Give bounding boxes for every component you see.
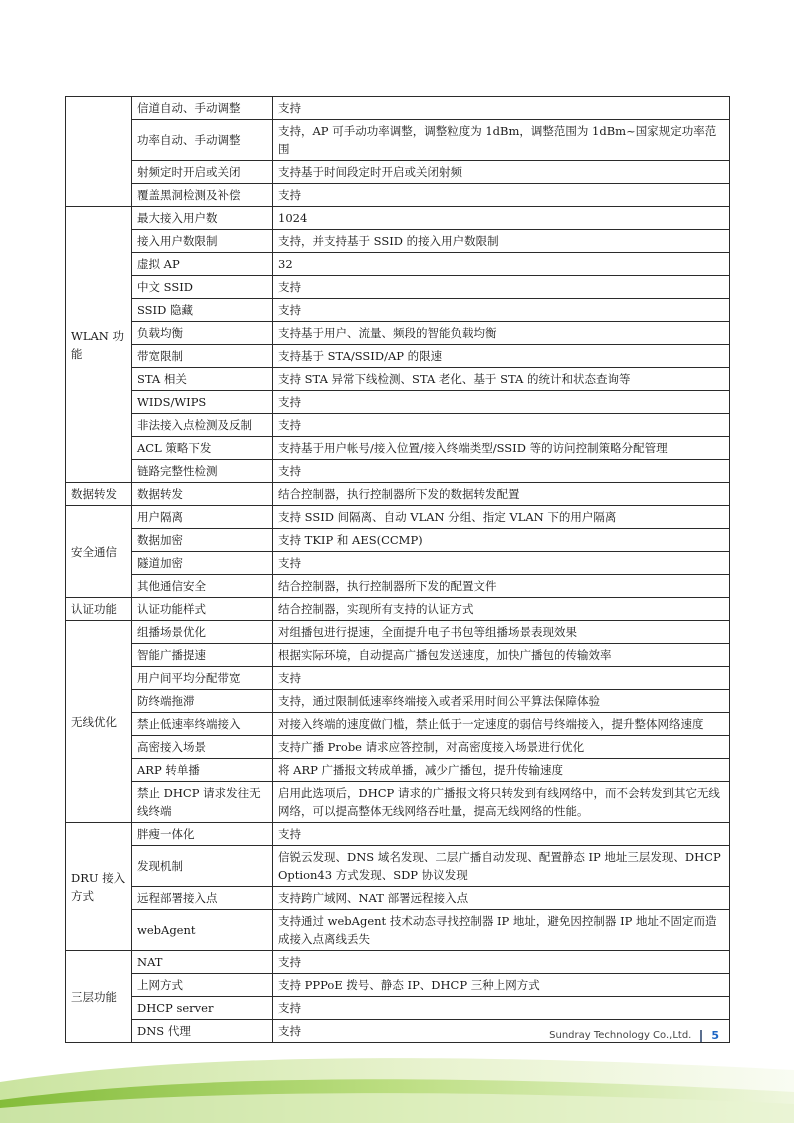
table-row <box>66 391 730 414</box>
feature-cell: ARP 转单播 <box>132 759 273 782</box>
feature-cell: 其他通信安全 <box>132 575 273 598</box>
feature-cell: 禁止 DHCP 请求发往无线终端 <box>132 782 273 823</box>
feature-cell: STA 相关 <box>132 368 273 391</box>
description-cell: 对接入终端的速度做门槛，禁止低于一定速度的弱信号终端接入，提升整体网络速度 <box>273 713 730 736</box>
category-cell: 数据转发 <box>66 483 132 506</box>
table-row <box>66 552 730 575</box>
feature-cell: 链路完整性检测 <box>132 460 273 483</box>
feature-cell: WIDS/WIPS <box>132 391 273 414</box>
table-row <box>66 997 730 1020</box>
description-cell: 支持基于用户、流量、频段的智能负载均衡 <box>273 322 730 345</box>
description-cell: 将 ARP 广播报文转成单播，减少广播包，提升传输速度 <box>273 759 730 782</box>
company-name: Sundray Technology Co.,Ltd. <box>549 1030 692 1041</box>
table-row <box>66 368 730 391</box>
description-cell: 支持 <box>273 97 730 120</box>
category-cell: 认证功能 <box>66 598 132 621</box>
feature-cell: 智能广播提速 <box>132 644 273 667</box>
spec-table-body <box>66 97 730 1043</box>
table-row <box>66 598 730 621</box>
table-row <box>66 910 730 951</box>
feature-cell: 覆盖黑洞检测及补偿 <box>132 184 273 207</box>
feature-cell: 远程部署接入点 <box>132 887 273 910</box>
feature-cell: SSID 隐藏 <box>132 299 273 322</box>
table-row <box>66 823 730 846</box>
description-cell: 支持 <box>273 299 730 322</box>
category-cell: 安全通信 <box>66 506 132 598</box>
table-row <box>66 846 730 887</box>
description-cell: 支持 <box>273 823 730 846</box>
description-cell: 支持 PPPoE 拨号、静态 IP、DHCP 三种上网方式 <box>273 974 730 997</box>
table-row <box>66 120 730 161</box>
category-cell: WLAN 功能 <box>66 207 132 483</box>
description-cell: 支持 <box>273 184 730 207</box>
feature-cell: 数据转发 <box>132 483 273 506</box>
feature-cell: 上网方式 <box>132 974 273 997</box>
table-row <box>66 437 730 460</box>
table-row <box>66 230 730 253</box>
description-cell: 支持 <box>273 951 730 974</box>
description-cell: 支持基于用户帐号/接入位置/接入终端类型/SSID 等的访问控制策略分配管理 <box>273 437 730 460</box>
description-cell: 对组播包进行提速，全面提升电子书包等组播场景表现效果 <box>273 621 730 644</box>
table-row <box>66 345 730 368</box>
decorative-green-wave <box>0 1048 794 1123</box>
feature-cell: 虚拟 AP <box>132 253 273 276</box>
feature-cell: 信道自动、手动调整 <box>132 97 273 120</box>
page-footer <box>549 1029 719 1042</box>
table-row <box>66 759 730 782</box>
table-row <box>66 207 730 230</box>
description-cell: 32 <box>273 253 730 276</box>
feature-cell: 用户隔离 <box>132 506 273 529</box>
description-cell: 信锐云发现、DNS 域名发现、二层广播自动发现、配置静态 IP 地址三层发现、DHCP Option43 方式发现、SDP 协议发现 <box>273 846 730 887</box>
table-row <box>66 644 730 667</box>
table-row <box>66 575 730 598</box>
feature-cell: 用户间平均分配带宽 <box>132 667 273 690</box>
table-row <box>66 184 730 207</box>
table-row <box>66 951 730 974</box>
table-row <box>66 483 730 506</box>
description-cell: 支持基于时间段定时开启或关闭射频 <box>273 161 730 184</box>
table-row <box>66 322 730 345</box>
table-row <box>66 736 730 759</box>
description-cell: 支持 <box>273 997 730 1020</box>
feature-cell: 数据加密 <box>132 529 273 552</box>
description-cell: 支持 <box>273 460 730 483</box>
description-cell: 1024 <box>273 207 730 230</box>
description-cell: 支持 SSID 间隔离、自动 VLAN 分组、指定 VLAN 下的用户隔离 <box>273 506 730 529</box>
table-row <box>66 690 730 713</box>
footer-separator <box>700 1030 702 1042</box>
feature-cell: DNS 代理 <box>132 1020 273 1043</box>
feature-cell: 最大接入用户数 <box>132 207 273 230</box>
feature-cell: 带宽限制 <box>132 345 273 368</box>
feature-cell: 组播场景优化 <box>132 621 273 644</box>
feature-cell: 隧道加密 <box>132 552 273 575</box>
feature-cell: webAgent <box>132 910 273 951</box>
feature-cell: NAT <box>132 951 273 974</box>
table-row <box>66 529 730 552</box>
description-cell: 支持 <box>273 1020 730 1043</box>
table-row <box>66 299 730 322</box>
description-cell: 支持跨广域网、NAT 部署远程接入点 <box>273 887 730 910</box>
feature-cell: 中文 SSID <box>132 276 273 299</box>
description-cell: 支持基于 STA/SSID/AP 的限速 <box>273 345 730 368</box>
table-row <box>66 161 730 184</box>
feature-cell: 负载均衡 <box>132 322 273 345</box>
feature-cell: 高密接入场景 <box>132 736 273 759</box>
description-cell: 支持通过 webAgent 技术动态寻找控制器 IP 地址，避免因控制器 IP 地址不固定而造成接入点离线丢失 <box>273 910 730 951</box>
description-cell: 支持 <box>273 552 730 575</box>
description-cell: 支持，AP 可手动功率调整，调整粒度为 1dBm，调整范围为 1dBm~国家规定功率范围 <box>273 120 730 161</box>
table-row <box>66 782 730 823</box>
description-cell: 结合控制器，实现所有支持的认证方式 <box>273 598 730 621</box>
category-cell: DRU 接入方式 <box>66 823 132 951</box>
table-row <box>66 276 730 299</box>
feature-cell: 非法接入点检测及反制 <box>132 414 273 437</box>
page-number: 5 <box>711 1029 719 1042</box>
feature-cell: 认证功能样式 <box>132 598 273 621</box>
table-row <box>66 414 730 437</box>
description-cell: 结合控制器，执行控制器所下发的数据转发配置 <box>273 483 730 506</box>
table-row <box>66 974 730 997</box>
table-row <box>66 460 730 483</box>
description-cell: 结合控制器，执行控制器所下发的配置文件 <box>273 575 730 598</box>
feature-cell: ACL 策略下发 <box>132 437 273 460</box>
description-cell: 根据实际环境，自动提高广播包发送速度，加快广播包的传输效率 <box>273 644 730 667</box>
table-row <box>66 253 730 276</box>
category-cell <box>66 97 132 207</box>
description-cell: 支持广播 Probe 请求应答控制，对高密度接入场景进行优化 <box>273 736 730 759</box>
description-cell: 支持 <box>273 276 730 299</box>
feature-cell: 功率自动、手动调整 <box>132 120 273 161</box>
description-cell: 支持，并支持基于 SSID 的接入用户数限制 <box>273 230 730 253</box>
feature-cell: 禁止低速率终端接入 <box>132 713 273 736</box>
table-row <box>66 667 730 690</box>
description-cell: 启用此选项后，DHCP 请求的广播报文将只转发到有线网络中，而不会转发到其它无线网络，可以提高整体无线网络吞吐量，提高无线网络的性能。 <box>273 782 730 823</box>
description-cell: 支持 <box>273 391 730 414</box>
feature-cell: 防终端拖滞 <box>132 690 273 713</box>
table-row <box>66 97 730 120</box>
category-cell: 无线优化 <box>66 621 132 823</box>
feature-cell: 胖瘦一体化 <box>132 823 273 846</box>
category-cell: 三层功能 <box>66 951 132 1043</box>
table-row <box>66 887 730 910</box>
description-cell: 支持 <box>273 414 730 437</box>
table-row <box>66 506 730 529</box>
description-cell: 支持，通过限制低速率终端接入或者采用时间公平算法保障体验 <box>273 690 730 713</box>
feature-cell: 射频定时开启或关闭 <box>132 161 273 184</box>
feature-cell: 接入用户数限制 <box>132 230 273 253</box>
feature-cell: 发现机制 <box>132 846 273 887</box>
description-cell: 支持 <box>273 667 730 690</box>
table-row <box>66 621 730 644</box>
description-cell: 支持 TKIP 和 AES(CCMP) <box>273 529 730 552</box>
spec-table <box>65 96 730 1043</box>
feature-cell: DHCP server <box>132 997 273 1020</box>
table-row <box>66 713 730 736</box>
description-cell: 支持 STA 异常下线检测、STA 老化、基于 STA 的统计和状态查询等 <box>273 368 730 391</box>
